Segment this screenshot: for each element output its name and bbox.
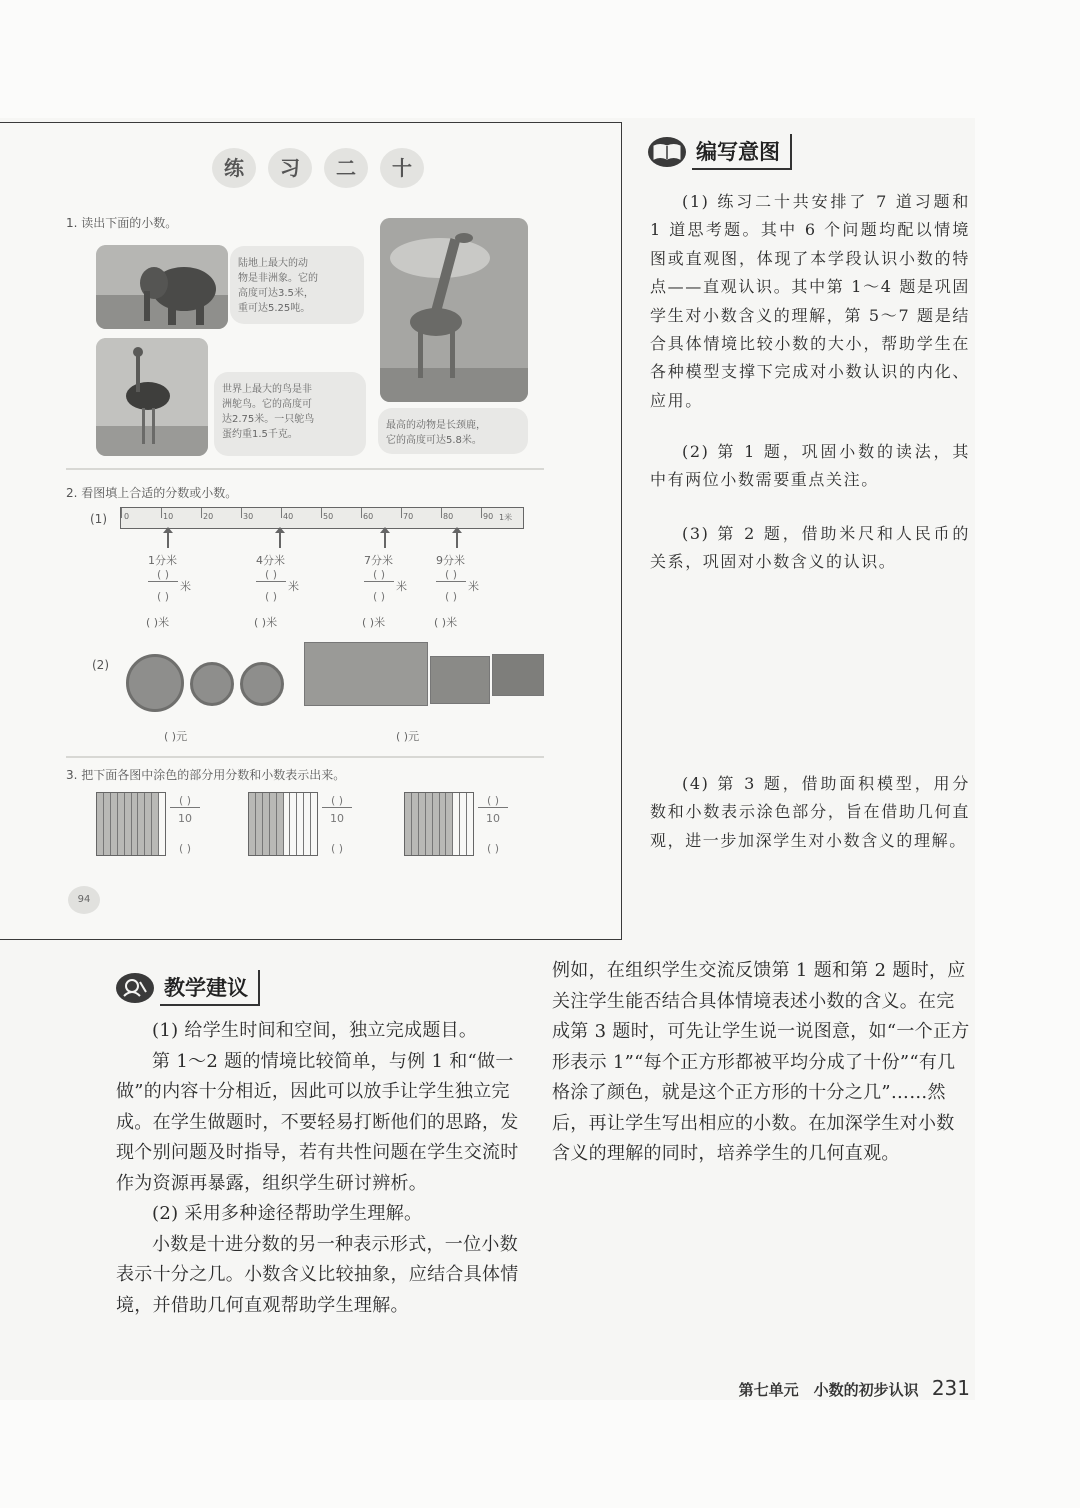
yuan-blank[interactable]: ( )元 [164, 730, 188, 743]
fraction-denominator: 10 [178, 812, 192, 825]
fraction-denominator-blank[interactable]: ( ) [372, 590, 386, 603]
question-1: 1. 读出下面的小数。 [66, 216, 178, 230]
banknote-2 [430, 656, 490, 704]
ruler-tick [121, 508, 122, 518]
dm-label: 9分米 [436, 554, 465, 567]
chapter-title: 第七单元 小数的初步认识 [738, 1381, 919, 1399]
elephant-photo [96, 245, 228, 329]
coin [240, 662, 284, 706]
ruler-arrow [167, 532, 169, 548]
decimal-blank[interactable]: ( )米 [434, 616, 458, 629]
meter-ruler [120, 507, 524, 529]
ruler-arrow [456, 532, 458, 548]
ruler-tick [281, 508, 282, 518]
dm-label: 7分米 [364, 554, 393, 567]
banknote-3 [492, 654, 544, 696]
ruler-number: 40 [283, 512, 294, 521]
book-icon [648, 137, 686, 167]
suggestion-point-2: (2) 采用多种途径帮助学生理解。 [152, 1203, 423, 1224]
intent-paragraph-1: (1) 练习二十共安排了 7 道习题和 1 道思考题。其中 6 个问题均配以情境图或直观图，体现了本学段认识小数的特点——直观认识。其中第 1～4 题是巩固学生对小数含义的理解，第 5～7 题是结合具体情境比较小数的大小，帮助学生在各种模型支撑下完成对小数认识的内化、应用。 [650, 192, 970, 410]
giraffe-bubble [378, 408, 528, 454]
decimal-blank[interactable]: ( ) [178, 842, 192, 855]
banknote-1 [304, 642, 428, 706]
fraction-numerator-blank[interactable]: ( ) [148, 568, 178, 582]
fraction-numerator-blank[interactable]: ( ) [170, 794, 200, 808]
area-model-grid [248, 792, 318, 856]
suggestion-point-1: (1) 给学生时间和空间，独立完成题目。 [152, 1020, 478, 1041]
title-char: 十 [380, 148, 424, 188]
unit-label: 米 [288, 580, 299, 593]
q2-part-2-label: (2) [92, 658, 109, 672]
intent-paragraph-3: (3) 第 2 题，借助米尺和人民币的关系，巩固对小数含义的认识。 [650, 524, 970, 572]
bubble-line: 高度可达3.5米， [238, 288, 314, 299]
bubble-line: 达2.75米。一只鸵鸟 [222, 414, 315, 425]
fraction-numerator-blank[interactable]: ( ) [436, 568, 466, 582]
page-number: 231 [931, 1376, 970, 1400]
suggestion-left-column [116, 1016, 534, 1321]
intent-heading [648, 134, 792, 170]
ruler-number: 0 [124, 512, 130, 521]
section-divider [66, 756, 544, 758]
ruler-number: 20 [203, 512, 214, 521]
question-2: 2. 看图填上合适的分数或小数。 [66, 486, 238, 500]
ruler-number: 1米 [499, 513, 513, 522]
title-char: 练 [212, 148, 256, 188]
suggestion-point-2-body: 小数是十进分数的另一种表示形式，一位小数表示十分之几。小数含义比较抽象，应结合具体情境，并借助几何直观帮助学生理解。 [116, 1233, 519, 1316]
title-char: 二 [324, 148, 368, 188]
unit-label: 米 [468, 580, 479, 593]
area-model-grid [404, 792, 474, 856]
ruler-tick [201, 508, 202, 518]
suggestion-point-1-body: 第 1～2 题的情境比较简单，与例 1 和“做一做”的内容十分相近，因此可以放手让学生独立完成。在学生做题时，不要轻易打断他们的思路，发现个别问题及时指导，若有共性问题在学生交流时作为资源再暴露，组织学生研讨辨析。 [116, 1050, 519, 1194]
fraction-numerator-blank[interactable]: ( ) [478, 794, 508, 808]
one-yuan-coin [126, 654, 184, 712]
question-3: 3. 把下面各图中涂色的部分用分数和小数表示出来。 [66, 768, 346, 782]
fraction-numerator-blank[interactable]: ( ) [322, 794, 352, 808]
bubble-line: 最高的动物是长颈鹿， [386, 420, 486, 431]
page-footer [739, 1376, 970, 1400]
intent-heading-label: 编写意图 [692, 134, 792, 170]
ruler-number: 30 [243, 512, 254, 521]
ruler-tick [401, 508, 402, 518]
ruler-tick [161, 508, 162, 518]
bubble-line: 蛋约重1.5千克。 [222, 429, 298, 440]
fraction-denominator-blank[interactable]: ( ) [444, 590, 458, 603]
bubble-line: 陆地上最大的动 [238, 258, 308, 269]
area-model-grid [96, 792, 166, 856]
suggestion-right-column [552, 956, 972, 1170]
bubble-line: 重可达5.25吨。 [238, 303, 311, 314]
ruler-arrow [384, 532, 386, 548]
decimal-blank[interactable]: ( )米 [362, 616, 386, 629]
decimal-blank[interactable]: ( ) [330, 842, 344, 855]
ruler-tick [441, 508, 442, 518]
bubble-line: 洲鸵鸟。它的高度可 [222, 399, 312, 410]
elephant-bubble [230, 246, 364, 324]
section-divider [66, 468, 544, 470]
ruler-number: 10 [163, 512, 174, 521]
decimal-blank[interactable]: ( ) [486, 842, 500, 855]
ruler-number: 50 [323, 512, 334, 521]
fraction-denominator-blank[interactable]: ( ) [156, 590, 170, 603]
bubble-line: 它的高度可达5.8米。 [386, 435, 482, 446]
unit-label: 米 [180, 580, 191, 593]
decimal-blank[interactable]: ( )米 [146, 616, 170, 629]
suggestion-continuation: 例如，在组织学生交流反馈第 1 题和第 2 题时，应关注学生能否结合具体情境表述小数的含义。在完成第 3 题时，可先让学生说一说图意，如“一个正方形表示 1”“每个正方形都被平均分成了十份”“有几格涂了颜色，就是这个正方形的十分之几”……然后，再让学生写出相应的小数。在加深学生对小数含义的理解的同时，培养学生的几何直观。 [552, 960, 970, 1164]
ruler-number: 80 [443, 512, 454, 521]
intent-paragraph-4: (4) 第 3 题，借助面积模型，用分数和小数表示涂色部分，旨在借助几何直观，进一步加深学生对小数含义的理解。 [650, 774, 970, 850]
coin [190, 662, 234, 706]
giraffe-photo [380, 218, 528, 402]
ruler-number: 70 [403, 512, 414, 521]
ruler-arrow [279, 532, 281, 548]
exercise-title [212, 148, 424, 188]
intent-paragraph-2: (2) 第 1 题，巩固小数的读法，其中有两位小数需要重点关注。 [650, 442, 970, 490]
textbook-page-number: 94 [68, 886, 100, 914]
yuan-blank[interactable]: ( )元 [396, 730, 420, 743]
decimal-blank[interactable]: ( )米 [254, 616, 278, 629]
fraction-numerator-blank[interactable]: ( ) [364, 568, 394, 582]
fraction-denominator: 10 [486, 812, 500, 825]
fraction-numerator-blank[interactable]: ( ) [256, 568, 286, 582]
ruler-tick [481, 508, 482, 518]
bubble-line: 物是非洲象。它的 [238, 273, 318, 284]
q2-part-1-label: (1) [90, 512, 107, 526]
fraction-denominator-blank[interactable]: ( ) [264, 590, 278, 603]
ruler-number: 60 [363, 512, 374, 521]
dm-label: 4分米 [256, 554, 285, 567]
dm-label: 1分米 [148, 554, 177, 567]
ostrich-photo [96, 338, 208, 456]
unit-label: 米 [396, 580, 407, 593]
ostrich-bubble [214, 372, 366, 456]
ruler-number: 90 [483, 512, 494, 521]
suggestion-heading-label: 教学建议 [160, 970, 260, 1006]
ruler-tick [241, 508, 242, 518]
ruler-tick [321, 508, 322, 518]
ruler-tick [361, 508, 362, 518]
bubble-line: 世界上最大的鸟是非 [222, 384, 312, 395]
fraction-denominator: 10 [330, 812, 344, 825]
suggestion-heading [116, 970, 260, 1006]
teacher-icon [116, 973, 154, 1003]
title-char: 习 [268, 148, 312, 188]
